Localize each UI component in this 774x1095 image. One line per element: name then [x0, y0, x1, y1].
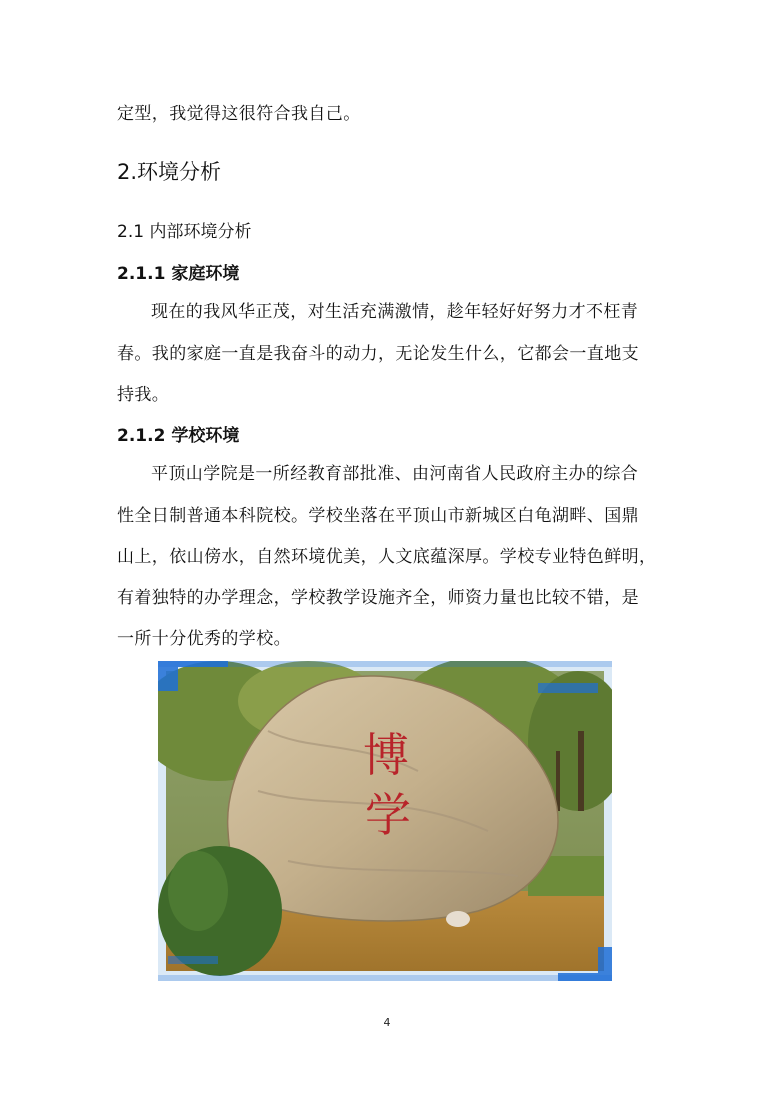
paragraph-line: 现在的我风华正茂，对生活充满激情，趁年轻好好努力才不枉青	[151, 302, 639, 322]
section-heading-2-1-1: 2.1.1 家庭环境	[117, 264, 240, 284]
paragraph-line: 一所十分优秀的学校。	[117, 629, 291, 649]
inscription-char-1: 博	[363, 728, 409, 782]
boxue-stone-photo-icon	[158, 661, 612, 981]
section-heading-2: 2.环境分析	[117, 160, 222, 184]
paragraph-line: 平顶山学院是一所经教育部批准、由河南省人民政府主办的综合	[151, 464, 639, 484]
section-heading-2-1: 2.1 内部环境分析	[117, 222, 252, 242]
paragraph-line: 春。我的家庭一直是我奋斗的动力，无论发生什么，它都会一直地支	[117, 344, 639, 364]
paragraph-line: 持我。	[117, 385, 170, 405]
section-heading-2-1-2: 2.1.2 学校环境	[117, 426, 240, 446]
page-number: 4	[383, 1016, 391, 1029]
paragraph-line: 有着独特的办学理念，学校教学设施齐全，师资力量也比较不错，是	[117, 588, 639, 608]
paragraph-line: 山上，依山傍水，自然环境优美，人文底蕴深厚。学校专业特色鲜明，	[117, 547, 657, 567]
paragraph-line: 性全日制普通本科院校。学校坐落在平顶山市新城区白龟湖畔、国鼎	[117, 506, 639, 526]
campus-stone-photo	[158, 661, 612, 981]
paragraph-line: 定型，我觉得这很符合我自己。	[117, 104, 361, 124]
inscription-char-2: 学	[365, 788, 411, 842]
